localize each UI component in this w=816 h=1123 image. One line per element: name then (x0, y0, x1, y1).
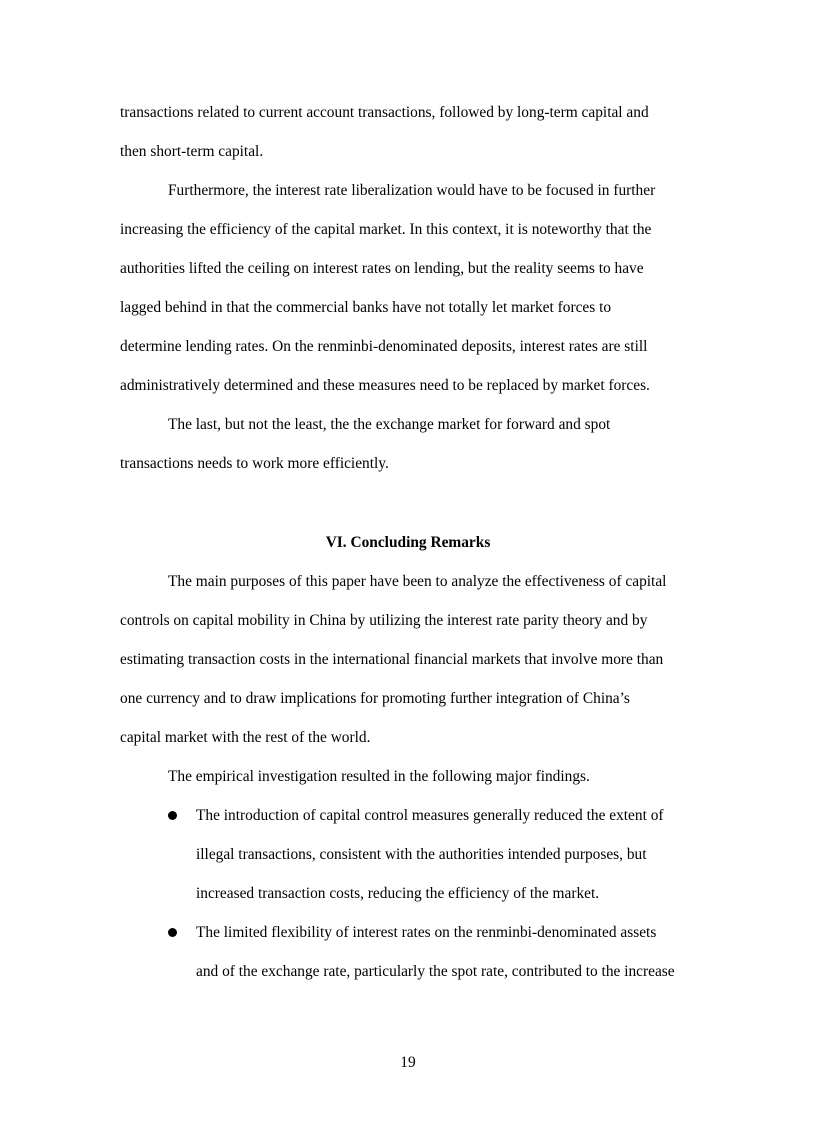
bullet-text-line: increased transaction costs, reducing the efficiency of the market. (196, 885, 600, 902)
text-line: capital market with the rest of the world. (120, 729, 371, 746)
text-line: transactions related to current account transactions, followed by long-term capital and (120, 104, 649, 121)
section-heading: VI. Concluding Remarks (325, 534, 491, 551)
text-line: lagged behind in that the commercial banks have not totally let market forces to (120, 299, 612, 316)
text-line: administratively determined and these measures need to be replaced by market forces. (120, 377, 650, 394)
bullet-text-line: and of the exchange rate, particularly the spot rate, contributed to the increase (196, 963, 675, 980)
page-number: 19 (400, 1054, 416, 1071)
text-line: authorities lifted the ceiling on interest rates on lending, but the reality seems to have (120, 260, 644, 277)
bullet-text-line: illegal transactions, consistent with the authorities intended purposes, but (196, 846, 647, 863)
bullet-icon (168, 811, 177, 820)
text-line: one currency and to draw implications for promoting further integration of China’s (120, 690, 630, 707)
text-line: increasing the efficiency of the capital market. In this context, it is noteworthy that the (120, 221, 652, 238)
text-line: controls on capital mobility in China by utilizing the interest rate parity theory and by (120, 612, 648, 629)
text-line: then short-term capital. (120, 143, 264, 160)
text-line: The empirical investigation resulted in the following major findings. (168, 768, 590, 785)
bullet-text-line: The introduction of capital control measures generally reduced the extent of (196, 807, 664, 824)
text-line: determine lending rates. On the renminbi-denominated deposits, interest rates are still (120, 338, 648, 355)
text-line: The main purposes of this paper have been to analyze the effectiveness of capital (168, 573, 667, 590)
bullet-icon (168, 928, 177, 937)
text-line: Furthermore, the interest rate liberalization would have to be focused in further (168, 182, 656, 199)
text-line: transactions needs to work more efficiently. (120, 455, 389, 472)
text-line: estimating transaction costs in the international financial markets that involve more than (120, 651, 664, 668)
text-line: The last, but not the least, the the exchange market for forward and spot (168, 416, 611, 433)
bullet-text-line: The limited flexibility of interest rates on the renminbi-denominated assets (196, 924, 657, 941)
